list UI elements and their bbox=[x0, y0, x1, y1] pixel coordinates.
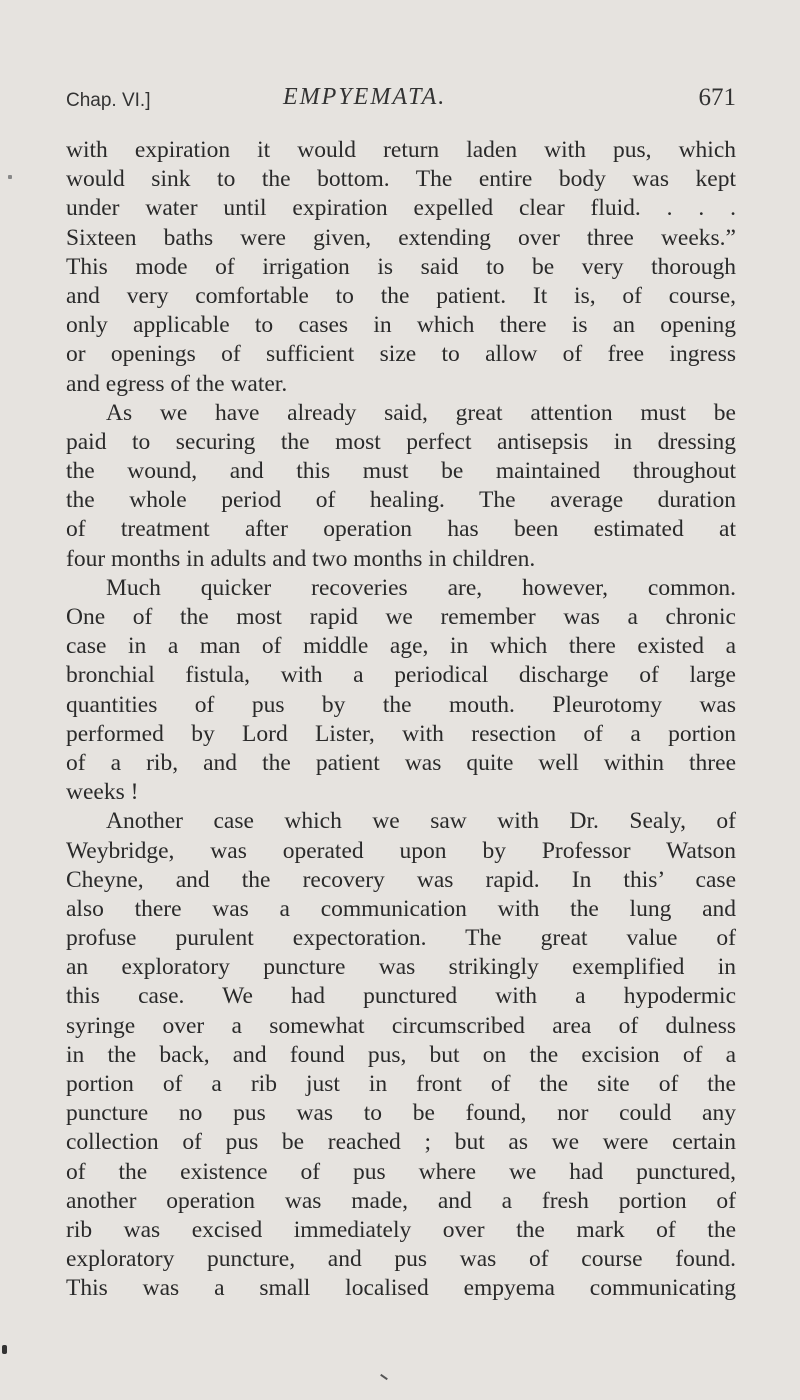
text-line: profuse purulent expectoration. The great value of bbox=[66, 925, 736, 952]
text-line: Another case which we saw with Dr. Sealy, of bbox=[106, 808, 736, 835]
text-line: this case. We had punctured with a hypodermic bbox=[66, 983, 736, 1010]
text-line: only applicable to cases in which there is an opening bbox=[66, 312, 736, 339]
text-line: portion of a rib just in front of the site of the bbox=[66, 1071, 736, 1097]
text-line: in the back, and found pus, but on the excision of a bbox=[66, 1041, 736, 1068]
body-text bbox=[66, 136, 736, 1304]
text-line: exploratory puncture, and pus was of course found. bbox=[66, 1246, 736, 1273]
text-line: paid to securing the most perfect antisepsis in dressing bbox=[66, 428, 736, 455]
text-line: or openings of sufficient size to allow of free ingress bbox=[66, 341, 736, 368]
page-number: 671 bbox=[698, 84, 736, 111]
margin-speck bbox=[8, 175, 12, 179]
text-line: Cheyne, and the recovery was rapid. In this’ case bbox=[66, 866, 736, 893]
text-line: quantities of pus by the mouth. Pleurotomy was bbox=[66, 691, 736, 718]
text-line: Weybridge, was operated upon by Professor Watson bbox=[66, 837, 736, 864]
text-line: also there was a communication with the lung and bbox=[66, 895, 736, 922]
text-line: case in a man of middle age, in which there existed a bbox=[66, 633, 736, 660]
text-line: an exploratory puncture was strikingly exemplified in bbox=[66, 954, 736, 981]
text-line: Sixteen baths were given, extending over three weeks.” bbox=[66, 224, 736, 251]
margin-speck bbox=[380, 1374, 388, 1380]
running-title: EMPYEMATA. bbox=[283, 84, 447, 110]
text-line: As we have already said, great attention must be bbox=[106, 399, 736, 426]
text-line: and egress of the water. bbox=[66, 370, 288, 397]
text-line: This mode of irrigation is said to be very thorough bbox=[66, 253, 736, 280]
text-line: and very comfortable to the patient. It is, of course, bbox=[66, 282, 736, 309]
text-line: Much quicker recoveries are, however, common. bbox=[106, 574, 736, 601]
text-line: puncture no pus was to be found, nor could any bbox=[66, 1100, 736, 1127]
text-line: This was a small localised empyema communicating bbox=[66, 1275, 736, 1302]
text-line: four months in adults and two months in children. bbox=[66, 545, 536, 572]
text-line: would sink to the bottom. The entire body was kept bbox=[66, 166, 736, 193]
text-line: of a rib, and the patient was quite well within three bbox=[66, 749, 736, 776]
text-line: the whole period of healing. The average duration bbox=[66, 487, 736, 514]
text-line: another operation was made, and a fresh portion of bbox=[66, 1187, 736, 1214]
text-line: bronchial fistula, with a periodical discharge of large bbox=[66, 662, 736, 689]
text-line: under water until expiration expelled clear fluid. . . . bbox=[66, 195, 736, 222]
text-line: the wound, and this must be maintained throughout bbox=[66, 458, 736, 485]
text-line: with expiration it would return laden with pus, which bbox=[66, 137, 736, 163]
text-line: collection of pus be reached ; but as we were certain bbox=[66, 1129, 736, 1156]
margin-speck bbox=[2, 1345, 7, 1354]
text-line: syringe over a somewhat circumscribed area of dulness bbox=[66, 1012, 736, 1039]
text-line: of the existence of pus where we had punctured, bbox=[66, 1158, 736, 1185]
text-line: weeks ! bbox=[66, 779, 139, 806]
text-line: of treatment after operation has been estimated at bbox=[66, 516, 736, 543]
text-line: rib was excised immediately over the mark of the bbox=[66, 1216, 736, 1243]
chapter-label: Chap. VI.] bbox=[66, 90, 151, 111]
page-header bbox=[66, 84, 736, 116]
text-line: performed by Lord Lister, with resection of a portion bbox=[66, 720, 736, 747]
text-line: One of the most rapid we remember was a chronic bbox=[66, 604, 736, 630]
